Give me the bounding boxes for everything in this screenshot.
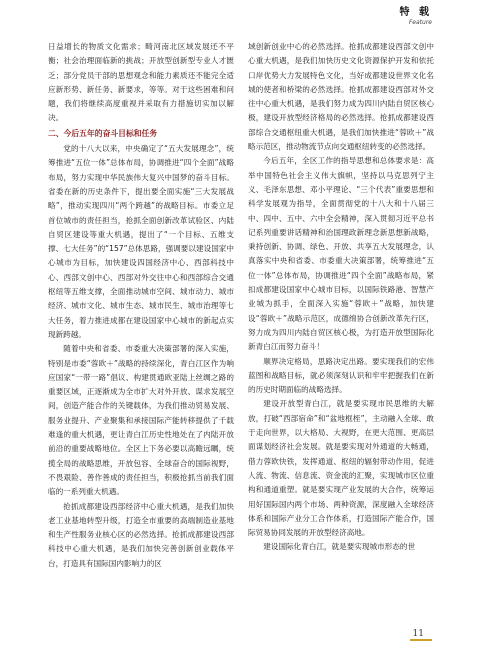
left-column bbox=[48, 40, 234, 571]
paragraph: 建设开放型青白江，就是要实现市民思维的大解放，打破“西部宿命”和“盆地框桎”，主动融入全球、敢于走向世界，以大格局、大视野，在更大范围、更高层面谋划经济社会发展。就是要实现对外通道的大畅通，借力蓉欧快铁，发挥通道、枢纽的辐射带动作用，促进人流、物流、信息流、资金流的汇聚，实现城市区位重构和通道重塑。就是要实现产业发展的大合作，统筹运用好国际国内两个市场、两种资源，深度融入全球经济体系和国际产业分工合作体系，打造国际产能合作，国际贸易协同发展的开放型经济高地。 bbox=[248, 399, 434, 538]
paragraph: 抢抓成都建设西部经济中心重大机遇，是我们加快老工业基地转型升级，打造全市重要的高端制造业基地和生产性服务业核心区的必然选择。抢抓成都建设西部科技中心重大机遇，是我们加快完善创新创业载体平台，打造具有国际国内影响力的区 bbox=[48, 501, 234, 568]
paragraph: 建设国际化青白江，就是要实现城市形态的世 bbox=[263, 542, 416, 552]
paragraph: 随着中央和省委、市委重大决策部署的深入实施，特别是市委“蓉欧＋”战略的持续深化，青白江区作为响应国家“一带一路”倡议、构建贯通欧亚陆上丝绸之路的重要区域，正逐渐成为全市扩大对外开放、谋求发展空间，创造产能合作的关键载体，为我们推动贸易发展、服务业提升、产业聚集和承接国际产能转移提供了千载难逢的重大机遇，更让青白江历史性地处在了内陆开放前沿的重要战略地位。全区上下务必要以高瞻远瞩，统揽全局的战略思维，开放包容、全球奋合的国际视野，不畏艰险、善作善成的责任担当，积极抢抓当前我们面临的一系列重大机遇。 bbox=[48, 344, 234, 497]
section-title: 特 载 bbox=[399, 7, 432, 18]
page-number: 11 bbox=[412, 629, 424, 639]
right-column bbox=[248, 40, 434, 555]
section-heading: 二、今后五年的奋斗目标和任务 bbox=[48, 128, 158, 138]
paragraph: 顺界决定格局，思路决定出路。要实现我们的宏伟蓝图和战略目标，就必须深刻认识和牢牢把握我们在新的历史时期面临的战略选择。 bbox=[248, 356, 434, 395]
page-header bbox=[400, 8, 432, 26]
paragraph: 今后五年，全区工作的指导思想和总体要求是：高举中国特色社会主义伟大旗帜，坚持以马克思列宁主义、毛泽东思想、邓小平理论、“三个代表”重要思想和科学发展观为指导，全面贯彻党的十八大和十八届三中、四中、五中、六中全会精神，深入贯彻习近平总书记系列重要讲话精神和治国理政新理念新思想新战略，秉持创新、协调、绿色、开放、共享五大发展理念，认真落实中央和省委、市委重大决策部署，统筹推进“五位一体”总体布局，协调推进“四个全面”战略布局，紧扣成都建设国家中心城市目标，以国际铁路港、智慧产业城为抓手，全面深入实施“蓉欧＋”战略，加快建设“蓉欧＋”战略示范区，成德绵协合创新改革先行区，努力成为四川内陆自贸区核心极，为打造开放型国际化新青白江而努力奋斗！ bbox=[248, 156, 434, 352]
paragraph: 域创新创业中心的必然选择。抢抓成都建设西部文创中心重大机遇，是我们加快历史文化资源保护开发和依托口岸优势大力发展特色文化，当好成都建设世界文化名城的使者和桥梁的必然选择。抢抓成都建设西部对外交往中心重大机遇，是我们努力成为四川内陆自贸区核心极，建设开放型经济格局的必然选择。抢抓成都建设西部综合交通枢纽重大机遇，是我们加快推进“蓉欧＋”战略示范区，推动物流节点向交通枢纽转变的必然选择。 bbox=[248, 42, 434, 152]
paragraph: 日益增长的物质文化需求；畸河南北区域发展还不平衡；社会治理面临新的挑战；开放型创新型专业人才匮乏；部分党员干部的思想观念和能力素质还不能完全适应新形势、新任务、新要求，等等。对于这些困难和问题，我们将继续高度重视并采取有力措施切实加以解决。 bbox=[48, 42, 234, 123]
section-subtitle: Feature bbox=[408, 19, 432, 26]
page-number-rule bbox=[410, 639, 432, 641]
paragraph: 党的十八大以来，中央确定了“五大发展理念”，统筹推进“五位一体”总体布局，协调推进“四个全面”战略布局，努力实现中华民族伟大复兴中国梦的奋斗目标。省委在新的历史条件下，提出要全面实施“三大发展战略”，推动实现四川“两个跨越”的战略目标。市委立足首位城市的责任担当，抢抓全面创新改革试验区、内陆自贸区建设等重大机遇，提出了“一个目标、五维支撑、七大任务”的“157”总体思路，强调要以建设国家中心城市为目标，加快建设四国经济中心、西部科技中心、西部文创中心、西部对外交往中心和西部综合交通枢纽等五维支撑，全面推动城市空间、城市动力、城市经济、城市文化、城市生态、城市民生、城市治理等七大任务，着力推进成都在建设国家中心城市的新起点实现新跨越。 bbox=[48, 144, 234, 339]
